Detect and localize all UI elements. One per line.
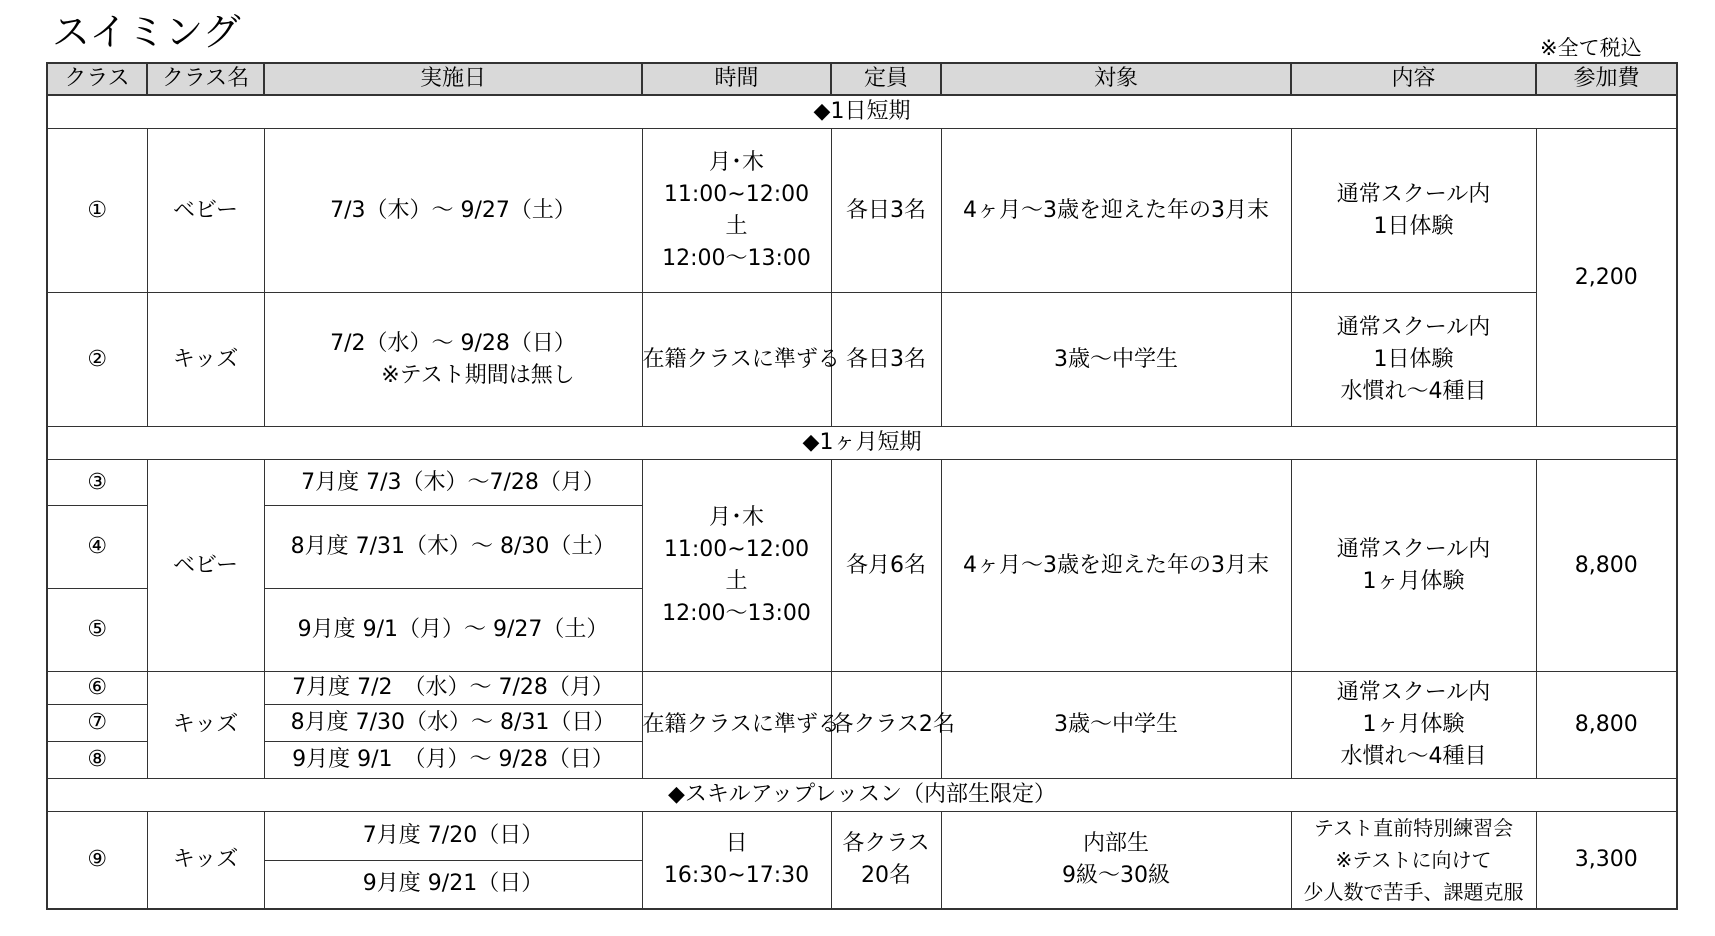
class-number: ⑤	[47, 589, 147, 672]
content-line: 通常スクール内	[1336, 181, 1491, 207]
date-note: ※テスト期間は無し	[381, 362, 575, 388]
capacity-cell: 各日3名	[831, 293, 941, 427]
table-row	[47, 293, 1677, 427]
content-line: テスト直前特別練習会	[1313, 816, 1514, 840]
class-number: ②	[47, 293, 147, 427]
date-cell: 9月度 9/21（日）	[264, 860, 642, 909]
content-line: 通常スクール内	[1336, 680, 1491, 705]
date-cell: 7月度 7/2 （水）～ 7/28（月）	[264, 672, 642, 705]
time-cell	[642, 129, 831, 293]
time-line: 11:00~12:00	[663, 536, 810, 562]
capacity-line: 各クラス	[842, 831, 930, 856]
content-line: 通常スクール内	[1336, 314, 1491, 340]
content-line: 1日体験	[1373, 346, 1454, 372]
capacity-cell: 各クラス2名	[831, 672, 941, 779]
header-target: 対象	[941, 63, 1291, 95]
class-number: ⑦	[47, 705, 147, 742]
class-number: ⑨	[47, 812, 147, 910]
date-cell: 8月度 7/31（木）～ 8/30（土）	[264, 506, 642, 589]
time-line: 11:00~12:00	[663, 181, 810, 207]
table-row	[47, 129, 1677, 293]
date-cell: 7/3（木）～ 9/27（土）	[264, 129, 642, 293]
time-cell	[642, 460, 831, 672]
schedule-table	[46, 62, 1678, 910]
header-date: 実施日	[264, 63, 642, 95]
content-line: 水慣れ～4種目	[1340, 378, 1487, 404]
table-row	[47, 672, 1677, 705]
class-name: ベビー	[147, 460, 264, 672]
fee-cell: 8,800	[1536, 460, 1677, 672]
content-cell	[1291, 672, 1536, 779]
section-row	[47, 779, 1677, 812]
date-cell: 7月度 7/3（木）～7/28（月）	[264, 460, 642, 506]
class-number: ③	[47, 460, 147, 506]
capacity-cell: 各日3名	[831, 129, 941, 293]
content-line: 水慣れ～4種目	[1340, 744, 1487, 769]
section-row	[47, 95, 1677, 129]
target-line: 内部生	[1082, 831, 1149, 856]
header-content: 内容	[1291, 63, 1536, 95]
time-line: 月･木	[708, 504, 764, 530]
content-line: 通常スクール内	[1336, 536, 1491, 562]
section-title: ◆1日短期	[47, 95, 1677, 129]
header-class-name: クラス名	[147, 63, 264, 95]
page-title: スイミング	[52, 10, 241, 54]
class-number: ⑥	[47, 672, 147, 705]
time-cell	[642, 812, 831, 910]
content-cell	[1291, 460, 1536, 672]
content-cell	[1291, 129, 1536, 293]
header-class: クラス	[47, 63, 147, 95]
content-cell	[1291, 812, 1536, 910]
time-line: 月･木	[708, 149, 764, 175]
target-cell: 3歳～中学生	[941, 672, 1291, 779]
target-cell: 4ヶ月～3歳を迎えた年の3月末	[941, 129, 1291, 293]
target-cell	[941, 812, 1291, 910]
header-capacity: 定員	[831, 63, 941, 95]
header-time: 時間	[642, 63, 831, 95]
content-line: 1日体験	[1373, 213, 1454, 239]
header-row	[47, 63, 1677, 95]
time-line: 16:30~17:30	[663, 863, 810, 888]
capacity-line: 20名	[861, 863, 911, 888]
fee-cell: 3,300	[1536, 812, 1677, 910]
content-line: 少人数で苦手、課題克服	[1303, 880, 1524, 904]
time-line: 12:00～13:00	[662, 600, 811, 626]
class-name: キッズ	[147, 812, 264, 910]
class-name: キッズ	[147, 293, 264, 427]
class-number: ④	[47, 506, 147, 589]
time-cell: 在籍クラスに準ずる	[642, 672, 831, 779]
table-row	[47, 460, 1677, 506]
date-cell: 7月度 7/20（日）	[264, 812, 642, 861]
class-name: ベビー	[147, 129, 264, 293]
header-fee: 参加費	[1536, 63, 1677, 95]
content-line: ※テストに向けて	[1335, 848, 1492, 872]
target-cell: 4ヶ月～3歳を迎えた年の3月末	[941, 460, 1291, 672]
content-line: 1ヶ月体験	[1362, 712, 1465, 737]
class-number: ①	[47, 129, 147, 293]
content-line: 1ヶ月体験	[1362, 568, 1465, 594]
time-cell: 在籍クラスに準ずる	[642, 293, 831, 427]
time-line: 12:00～13:00	[662, 245, 811, 271]
time-line: 土	[725, 568, 748, 594]
target-cell: 3歳～中学生	[941, 293, 1291, 427]
date-cell: 9月度 9/1（月）～ 9/27（土）	[264, 589, 642, 672]
capacity-cell	[831, 812, 941, 910]
fee-cell: 8,800	[1536, 672, 1677, 779]
date-cell: 8月度 7/30（水）～ 8/31（日）	[264, 705, 642, 742]
date-cell	[264, 293, 642, 427]
table-row	[47, 812, 1677, 861]
date-line: 7/2（水）～ 9/28（日）	[330, 330, 576, 356]
fee-cell: 2,200	[1536, 129, 1677, 427]
class-name: キッズ	[147, 672, 264, 779]
time-line: 土	[725, 213, 748, 239]
capacity-cell: 各月6名	[831, 460, 941, 672]
target-line: 9級～30級	[1062, 863, 1170, 888]
class-number: ⑧	[47, 742, 147, 779]
section-title: ◆1ヶ月短期	[47, 427, 1677, 460]
content-cell	[1291, 293, 1536, 427]
section-row	[47, 427, 1677, 460]
date-cell: 9月度 9/1 （月）～ 9/28（日）	[264, 742, 642, 779]
tax-note: ※全て税込	[1540, 36, 1642, 60]
time-line: 日	[725, 831, 748, 856]
section-title: ◆スキルアップレッスン（内部生限定）	[47, 779, 1677, 812]
